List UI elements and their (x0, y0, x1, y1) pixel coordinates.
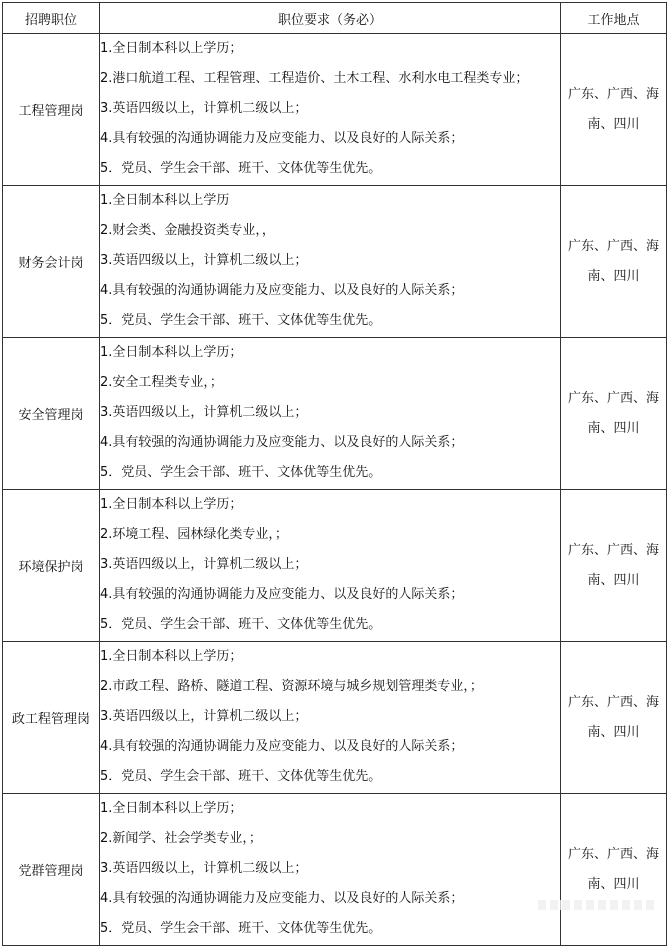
requirement-line: 2.财会类、金融投资类专业，， (100, 223, 275, 238)
header-row (3, 3, 667, 34)
requirement-line: 2.环境工程、园林绿化类专业，； (100, 527, 288, 542)
requirement-line: 3.英语四级以上，计算机二级以上； (100, 709, 308, 724)
location-cell: 广东、广西、海南、四川 (561, 34, 667, 186)
table-row (3, 490, 667, 642)
location-cell: 广东、广西、海南、四川 (561, 338, 667, 490)
position-cell: 党群管理岗 (3, 794, 100, 946)
position-cell: 财务会计岗 (3, 186, 100, 338)
location-cell: 广东、广西、海南、四川 (561, 642, 667, 794)
requirements-cell (100, 186, 561, 338)
requirement-line: 1.全日制本科以上学历 (100, 193, 230, 208)
position-cell: 环境保护岗 (3, 490, 100, 642)
requirement-line: 1.全日制本科以上学历； (100, 41, 243, 56)
requirement-line: 1.全日制本科以上学历； (100, 801, 243, 816)
watermark (538, 900, 658, 910)
header-position: 招聘职位 (3, 3, 100, 34)
position-cell: 工程管理岗 (3, 34, 100, 186)
position-cell: 安全管理岗 (3, 338, 100, 490)
location-cell: 广东、广西、海南、四川 (561, 186, 667, 338)
position-cell: 政工程管理岗 (3, 642, 100, 794)
requirement-line: 5．党员、学生会干部、班干、文体优等生优先。 (100, 617, 382, 632)
requirements-cell (100, 490, 561, 642)
requirements-cell (100, 794, 561, 946)
table-row (3, 642, 667, 794)
requirements-cell (100, 34, 561, 186)
requirement-line: 1.全日制本科以上学历； (100, 345, 243, 360)
requirement-line: 3.英语四级以上，计算机二级以上； (100, 405, 308, 420)
requirement-line: 3.英语四级以上，计算机二级以上； (100, 101, 308, 116)
table-row (3, 34, 667, 186)
header-requirements: 职位要求（务必） (100, 3, 561, 34)
requirement-line: 3.英语四级以上，计算机二级以上； (100, 253, 308, 268)
requirement-line: 4.具有较强的沟通协调能力及应变能力、以及良好的人际关系； (100, 283, 464, 298)
requirements-cell (100, 338, 561, 490)
location-cell: 广东、广西、海南、四川 (561, 490, 667, 642)
requirement-line: 3.英语四级以上，计算机二级以上； (100, 861, 308, 876)
requirement-line: 2.港口航道工程、工程管理、工程造价、土木工程、水利水电工程类专业； (100, 71, 529, 86)
header-location: 工作地点 (561, 3, 667, 34)
requirement-line: 1.全日制本科以上学历； (100, 497, 243, 512)
requirement-line: 5．党员、学生会干部、班干、文体优等生优先。 (100, 921, 382, 936)
recruitment-table (2, 2, 667, 946)
requirement-line: 4.具有较强的沟通协调能力及应变能力、以及良好的人际关系； (100, 891, 464, 906)
requirement-line: 2.新闻学、社会学类专业，； (100, 831, 262, 846)
requirement-line: 4.具有较强的沟通协调能力及应变能力、以及良好的人际关系； (100, 587, 464, 602)
requirement-line: 5．党员、学生会干部、班干、文体优等生优先。 (100, 465, 382, 480)
requirement-line: 2.市政工程、路桥、隧道工程、资源环境与城乡规划管理类专业，； (100, 679, 483, 694)
table-row (3, 338, 667, 490)
requirement-line: 1.全日制本科以上学历； (100, 649, 243, 664)
requirement-line: 2.安全工程类专业，； (100, 375, 223, 390)
requirement-line: 4.具有较强的沟通协调能力及应变能力、以及良好的人际关系； (100, 739, 464, 754)
location-cell: 广东、广西、海南、四川 (561, 794, 667, 946)
requirement-line: 5．党员、学生会干部、班干、文体优等生优先。 (100, 769, 382, 784)
table-row (3, 794, 667, 946)
requirement-line: 4.具有较强的沟通协调能力及应变能力、以及良好的人际关系； (100, 435, 464, 450)
requirements-cell (100, 642, 561, 794)
requirement-line: 5．党员、学生会干部、班干、文体优等生优先。 (100, 313, 382, 328)
table-row (3, 186, 667, 338)
requirement-line: 4.具有较强的沟通协调能力及应变能力、以及良好的人际关系； (100, 131, 464, 146)
requirement-line: 3.英语四级以上，计算机二级以上； (100, 557, 308, 572)
requirement-line: 5．党员、学生会干部、班干、文体优等生优先。 (100, 161, 382, 176)
